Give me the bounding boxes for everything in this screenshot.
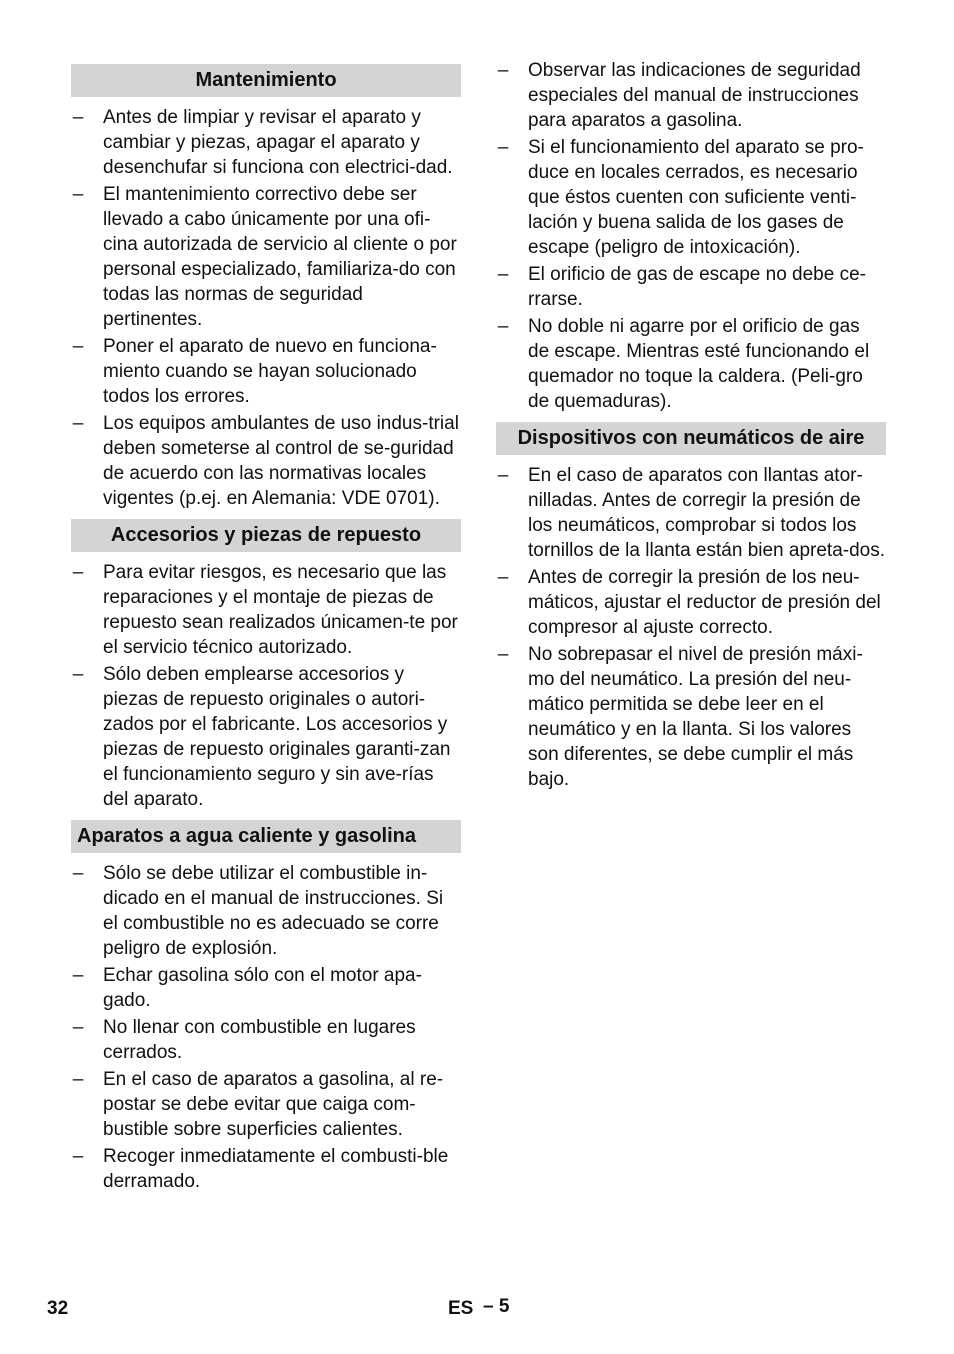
list-item (496, 642, 886, 792)
dash-bullet: – (72, 863, 84, 884)
list-item (71, 1015, 461, 1065)
list-item (71, 662, 461, 812)
bullet-list (496, 463, 886, 792)
list-item-text: Para evitar riesgos, es necesario que las reparaciones y el montaje de piezas de repuesto sean realizados únicamen-te por el servicio técnico autorizado. (103, 562, 458, 658)
dash-bullet: – (72, 1017, 84, 1038)
list-item-text: Antes de limpiar y revisar el aparato y cambiar y piezas, apagar el aparato y desenchufar si funciona con electrici-dad. (103, 107, 453, 178)
list-item (71, 1067, 461, 1142)
list-item-text: Observar las indicaciones de seguridad especiales del manual de instrucciones para aparatos a gasolina. (528, 60, 861, 131)
list-item (71, 411, 461, 511)
dash-bullet: – (497, 465, 509, 486)
section-heading: Mantenimiento (71, 64, 461, 97)
dash-bullet: – (72, 336, 84, 357)
list-item (71, 334, 461, 409)
dash-bullet: – (72, 184, 84, 205)
list-item-text: No sobrepasar el nivel de presión máxi-mo del neumático. La presión del neu-mático permitida se debe leer en el neumático y en la llanta. Si los valores son diferentes, se debe cumplir el más bajo. (528, 644, 863, 790)
list-item-text: Los equipos ambulantes de uso indus-trial deben someterse al control de se-guridad de acuerdo con las normativas locales vigentes (p.ej. en Alemania: VDE 0701). (103, 413, 459, 509)
list-item-text: No llenar con combustible en lugares cerrados. (103, 1017, 416, 1063)
section-accesorios (71, 519, 461, 812)
list-item (496, 565, 886, 640)
list-item-text: Sólo deben emplearse accesorios y piezas de repuesto originales o autori-zados por el fabricante. Los accesorios y piezas de repuesto originales garanti-zan el funcionamiento seguro y sin ave-rías del aparato. (103, 664, 451, 810)
dash-bullet: – (497, 60, 509, 81)
section-heading: Accesorios y piezas de repuesto (71, 519, 461, 552)
section-page-number: – 5 (483, 1296, 510, 1317)
page-number: 32 (47, 1298, 69, 1319)
section-aparatos-gasolina (71, 820, 461, 1194)
section-neumaticos (496, 422, 886, 792)
list-item (496, 463, 886, 563)
left-column (71, 64, 461, 1202)
bullet-list (71, 861, 461, 1194)
section-heading: Dispositivos con neumáticos de aire (496, 422, 886, 455)
dash-bullet: – (72, 107, 84, 128)
dash-bullet: – (72, 562, 84, 583)
list-item-text: En el caso de aparatos a gasolina, al re-postar se debe evitar que caiga com-bustible sobre superficies calientes. (103, 1069, 444, 1140)
list-item-text: Poner el aparato de nuevo en funciona-miento cuando se hayan solucionado todos los errores. (103, 336, 437, 407)
list-item (496, 58, 886, 133)
list-item-text: El orificio de gas de escape no debe ce-rrarse. (528, 264, 866, 310)
list-item-text: Si el funcionamiento del aparato se pro-duce en locales cerrados, es necesario que éstos cuenten con suficiente venti-lación y buena salida de los gases de escape (peligro de intoxicación). (528, 137, 864, 258)
list-item (496, 314, 886, 414)
dash-bullet: – (72, 965, 84, 986)
list-item-text: Recoger inmediatamente el combusti-ble derramado. (103, 1146, 449, 1192)
dash-bullet: – (497, 644, 509, 665)
section-heading: Aparatos a agua caliente y gasolina (71, 820, 461, 853)
bullet-list (496, 58, 886, 414)
list-item (71, 1144, 461, 1194)
dash-bullet: – (497, 137, 509, 158)
list-item-text: Antes de corregir la presión de los neu-máticos, ajustar el reductor de presión del compresor al ajuste correcto. (528, 567, 881, 638)
right-column (496, 58, 886, 800)
list-item-text: El mantenimiento correctivo debe ser llevado a cabo únicamente por una ofi-cina autorizada de servicio al cliente o por personal especializado, familiariza-do con todas las normas de seguridad pertinentes. (103, 184, 457, 330)
list-item (71, 105, 461, 180)
list-item (71, 182, 461, 332)
dash-bullet: – (72, 664, 84, 685)
dash-bullet: – (72, 1069, 84, 1090)
dash-bullet: – (72, 1146, 84, 1167)
list-item-text: En el caso de aparatos con llantas ator-nilladas. Antes de corregir la presión de los neumáticos, comprobar si todos los tornillos de la llanta están bien apreta-dos. (528, 465, 886, 561)
bullet-list (71, 560, 461, 812)
list-item-text: No doble ni agarre por el orificio de gas de escape. Mientras esté funcionando el quemador no toque la caldera. (Peli-gro de quemaduras). (528, 316, 870, 412)
list-item-text: Sólo se debe utilizar el combustible in-dicado en el manual de instrucciones. Si el combustible no es adecuado se corre peligro de explosión. (103, 863, 444, 959)
language-code: ES (448, 1298, 474, 1319)
list-item (71, 560, 461, 660)
bullet-list (71, 105, 461, 511)
list-item (496, 262, 886, 312)
list-item (71, 861, 461, 961)
dash-bullet: – (497, 264, 509, 285)
list-item (71, 963, 461, 1013)
dash-bullet: – (72, 413, 84, 434)
dash-bullet: – (497, 567, 509, 588)
section-continuation (496, 58, 886, 414)
dash-bullet: – (497, 316, 509, 337)
section-mantenimiento (71, 64, 461, 511)
list-item (496, 135, 886, 260)
list-item-text: Echar gasolina sólo con el motor apa-gado. (103, 965, 422, 1011)
